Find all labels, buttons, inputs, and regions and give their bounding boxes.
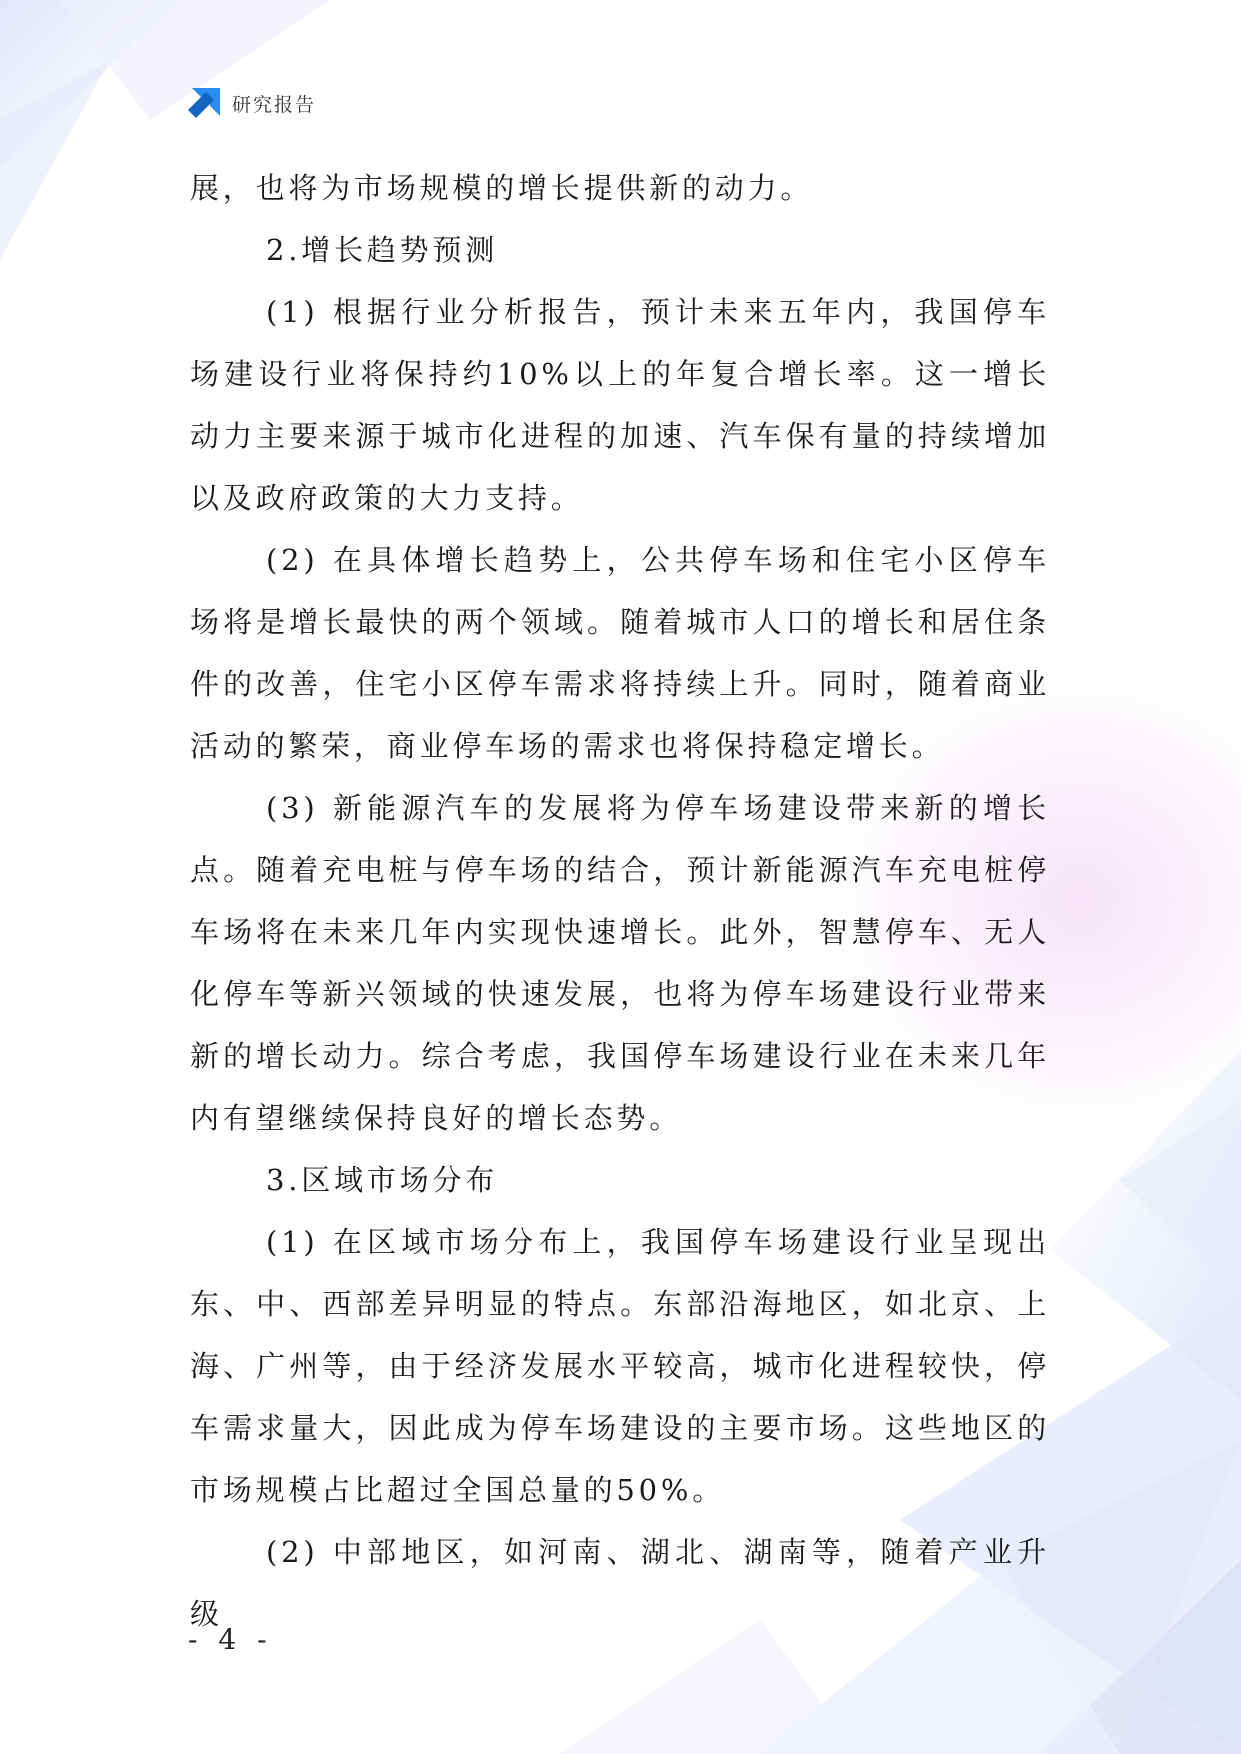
paragraph-regional-1: (1) 在区域市场分布上，我国停车场建设行业呈现出东、中、西部差异明显的特点。东部沿海地区，如北京、上海、广州等，由于经济发展水平较高，城市化进程较快，停车需求量大，因此成为停车场建设的主要市场。这些地区的市场规模占比超过全国总量的50%。 [190,1225,1050,1507]
paragraph-continuation: 展，也将为市场规模的增长提供新的动力。 [190,171,814,205]
paragraph-growth-3: (3) 新能源汽车的发展将为停车场建设带来新的增长点。随着充电桩与停车场的结合，预计新能源汽车充电桩停车场将在未来几年内实现快速增长。此外，智慧停车、无人化停车等新兴领域的快速发展，也将为停车场建设行业带来新的增长动力。综合考虑，我国停车场建设行业在未来几年内有望继续保持良好的增长态势。 [190,791,1050,1135]
arrow-logo-icon [188,88,220,118]
report-header [188,88,316,118]
page-number: - 4 - [188,1623,273,1656]
header-title: 研究报告 [232,93,317,116]
report-body [190,157,1050,1645]
paragraph-growth-2: (2) 在具体增长趋势上，公共停车场和住宅小区停车场将是增长最快的两个领域。随着城市人口的增长和居住条件的改善，住宅小区停车需求将持续上升。同时，随着商业活动的繁荣，商业停车场的需求也将保持稳定增长。 [190,543,1050,763]
section-heading-regional-market: 3.区域市场分布 [266,1163,499,1197]
section-heading-growth-trend: 2.增长趋势预测 [266,233,499,267]
paragraph-regional-2: (2) 中部地区，如河南、湖北、湖南等，随着产业升级 [190,1535,1050,1631]
paragraph-growth-1: (1) 根据行业分析报告，预计未来五年内，我国停车场建设行业将保持约10%以上的年复合增长率。这一增长动力主要来源于城市化进程的加速、汽车保有量的持续增加以及政府政策的大力支持。 [190,295,1050,515]
